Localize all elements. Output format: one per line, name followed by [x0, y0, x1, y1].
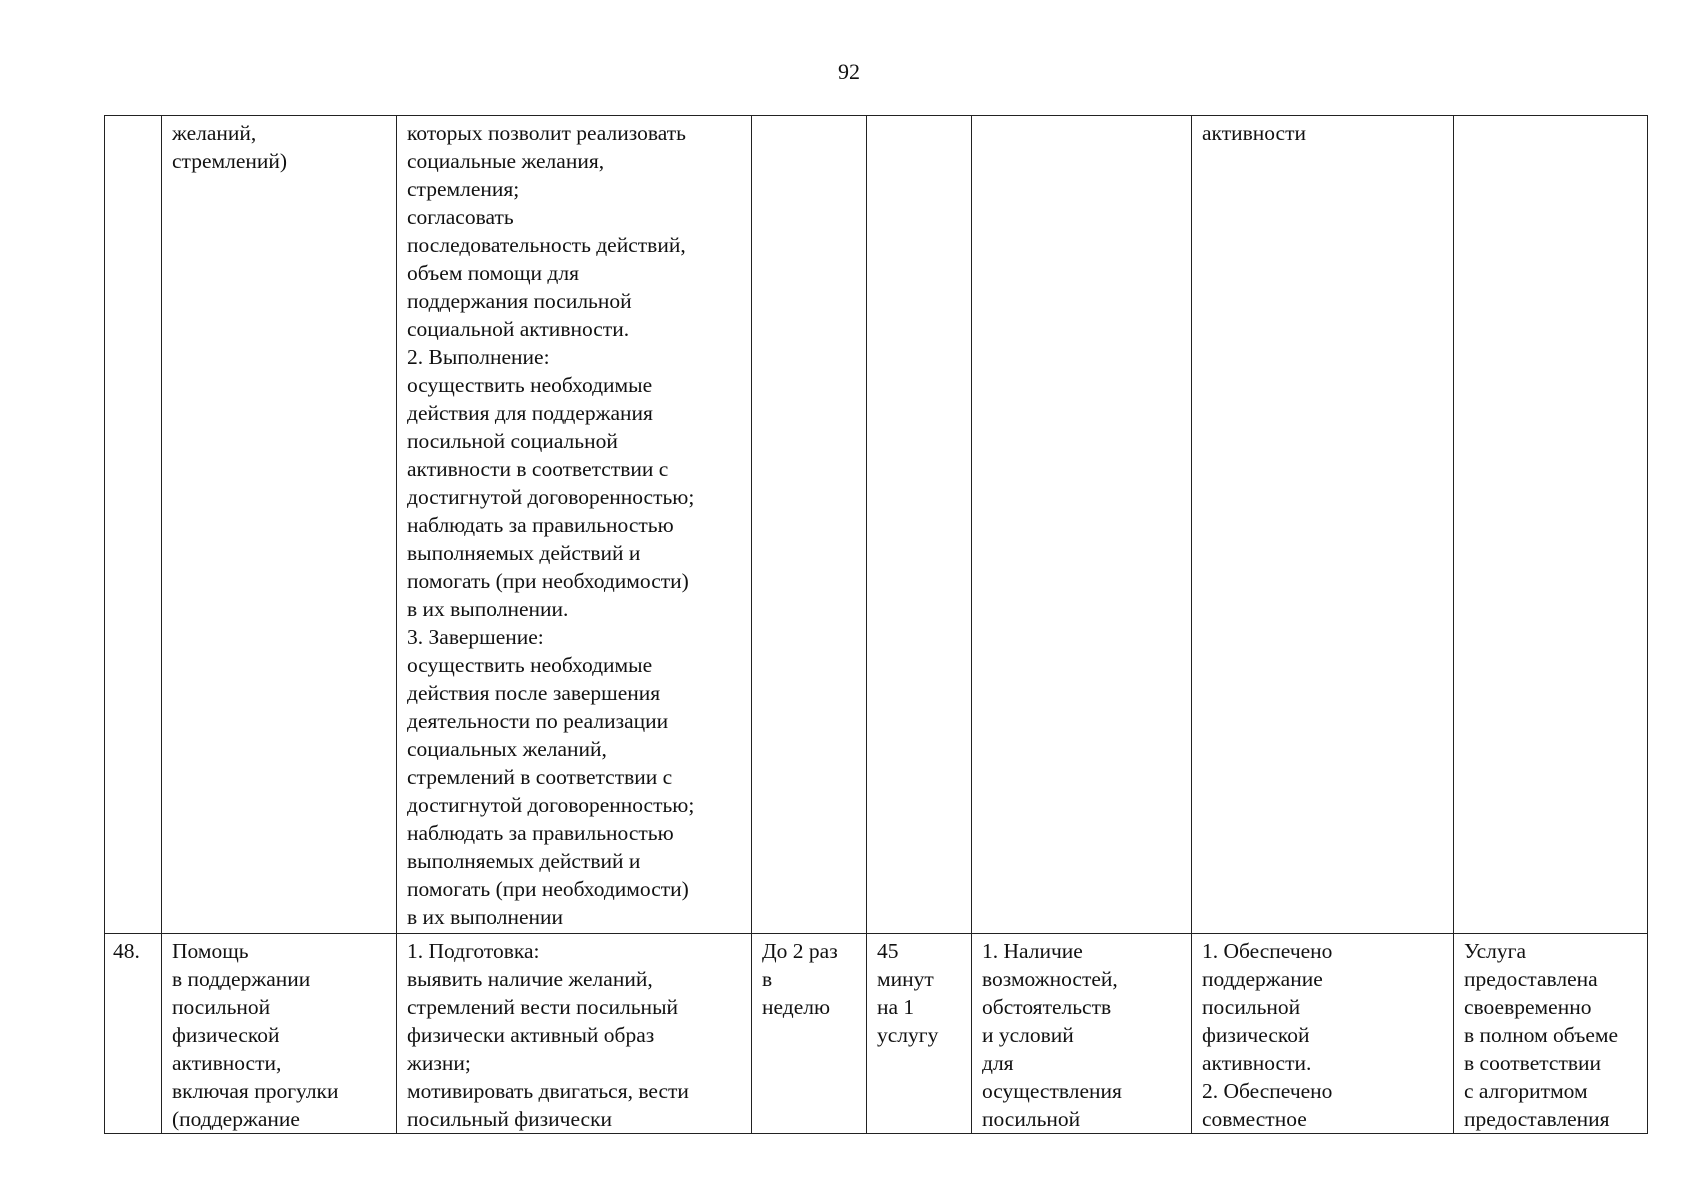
evaluation-cell: [1454, 116, 1648, 934]
conditions-cell: 1. Наличие возможностей, обстоятельств и условий для осуществления посильной: [972, 934, 1192, 1134]
duration-cell: [867, 116, 972, 934]
periodicity-cell: До 2 раз в неделю: [752, 934, 867, 1134]
result-cell: 1. Обеспечено поддержание посильной физической активности. 2. Обеспечено совместное: [1192, 934, 1454, 1134]
table-row: [105, 934, 1648, 1134]
service-standards-table: [104, 115, 1648, 1134]
evaluation-cell: Услуга предоставлена своевременно в полном объеме в соответствии с алгоритмом предоставления: [1454, 934, 1648, 1134]
service-name-cell: Помощь в поддержании посильной физической активности, включая прогулки (поддержание: [162, 934, 397, 1134]
service-content-cell: которых позволит реализовать социальные желания, стремления; согласовать последовательность действий, объем помощи для поддержания посильной социальной активности. 2. Выполнение: осуществить необходимые действия для поддержания посильной социальной активности в соответствии с достигнутой договоренностью; наблюдать за правильностью выполняемых действий и помогать (при необходимости) в их выполнении. 3. Завершение: осуществить необходимые действия после завершения деятельности по реализации социальных желаний, стремлений в соответствии с достигнутой договоренностью; наблюдать за правильностью выполняемых действий и помогать (при необходимости) в их выполнении: [397, 116, 752, 934]
service-name-cell: желаний, стремлений): [162, 116, 397, 934]
table-row: [105, 116, 1648, 934]
periodicity-cell: [752, 116, 867, 934]
conditions-cell: [972, 116, 1192, 934]
result-cell: активности: [1192, 116, 1454, 934]
row-number-cell: 48.: [105, 934, 162, 1134]
row-number-cell: [105, 116, 162, 934]
duration-cell: 45 минут на 1 услугу: [867, 934, 972, 1134]
service-content-cell: 1. Подготовка: выявить наличие желаний, стремлений вести посильный физически активный образ жизни; мотивировать двигаться, вести посильный физически: [397, 934, 752, 1134]
page-number: 92: [838, 59, 860, 84]
